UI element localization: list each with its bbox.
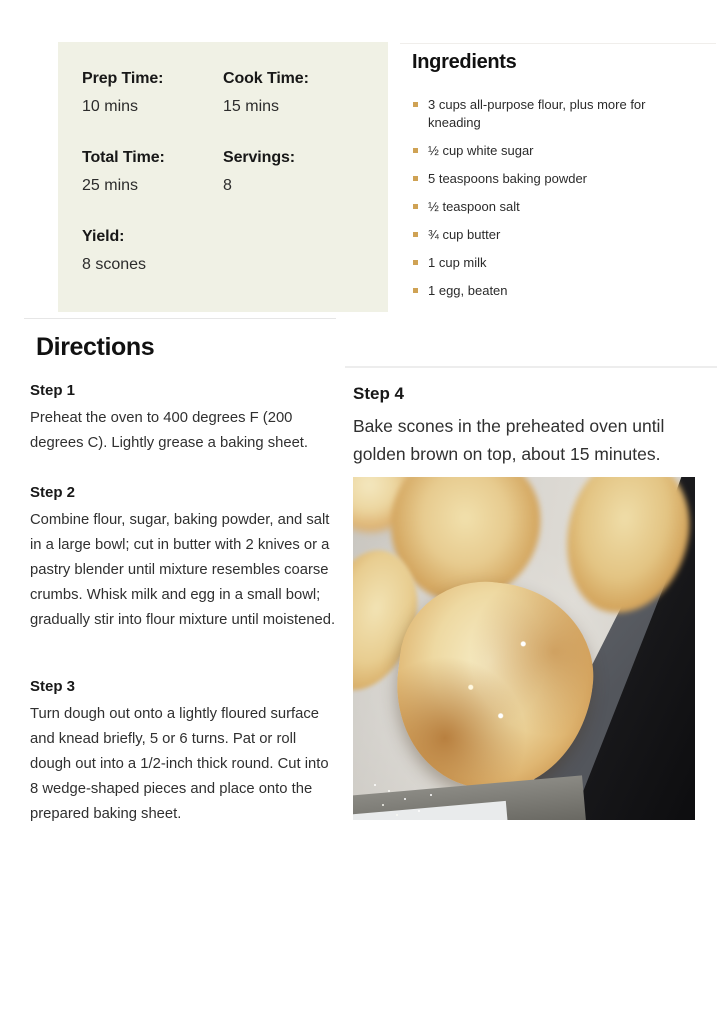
- bullet-icon: [413, 288, 418, 293]
- meta-label: Cook Time:: [223, 70, 309, 87]
- ingredient-item: [412, 142, 678, 160]
- step4-top-divider: [345, 366, 717, 368]
- step-label: Step 4: [353, 384, 405, 403]
- ingredients-list: [412, 96, 712, 300]
- ingredient-text: ½ cup white sugar: [428, 143, 534, 158]
- direction-step-2: [30, 483, 336, 633]
- ingredients-section: [412, 50, 712, 310]
- bullet-icon: [413, 148, 418, 153]
- ingredient-text: ¾ cup butter: [428, 227, 501, 242]
- directions-title: Directions: [36, 333, 155, 361]
- meta-label: Total Time:: [82, 149, 165, 166]
- recipe-meta-grid: [82, 69, 364, 275]
- ingredient-text: 3 cups all-purpose flour, plus more for kneading: [428, 97, 646, 130]
- meta-servings: [223, 148, 364, 196]
- ingredient-text: 1 cup milk: [428, 255, 487, 270]
- meta-yield: [82, 227, 223, 275]
- step-label: Step 2: [30, 484, 76, 501]
- ingredient-text: ½ teaspoon salt: [428, 199, 520, 214]
- ingredient-item: [412, 282, 678, 300]
- step-text: Turn dough out onto a lightly floured surface and knead briefly, 5 or 6 turns. Pat or roll dough out into a 1/2-inch thick round. Cut into 8 wedge-shaped pieces and place onto the prepared baking sheet.: [30, 706, 329, 822]
- meta-value: 15 mins: [223, 98, 280, 115]
- meta-prep-time: [82, 69, 223, 117]
- direction-step-1: [30, 381, 336, 456]
- direction-step-4: [353, 383, 717, 468]
- ingredient-item: [412, 96, 678, 132]
- ingredient-item: [412, 254, 678, 272]
- ingredients-title: Ingredients: [412, 51, 517, 73]
- step-text: Bake scones in the preheated oven until golden brown on top, about 15 minutes.: [353, 416, 665, 464]
- bullet-icon: [413, 176, 418, 181]
- meta-value: 8 scones: [82, 256, 147, 273]
- meta-label: Prep Time:: [82, 70, 164, 87]
- step-text: Combine flour, sugar, baking powder, and salt in a large bowl; cut in butter with 2 knives or a pastry blender until mixture resembles coarse crumbs. Whisk milk and egg in a small bowl; gradually stir into flour mixture until moistened.: [30, 512, 336, 628]
- meta-value: 8: [223, 177, 232, 194]
- meta-value: 10 mins: [82, 98, 139, 115]
- step-label: Step 3: [30, 678, 76, 695]
- meta-value: 25 mins: [82, 177, 139, 194]
- bullet-icon: [413, 102, 418, 107]
- ingredient-item: [412, 170, 678, 188]
- ingredients-top-divider: [400, 43, 716, 44]
- scones-photo: [353, 477, 695, 820]
- meta-label: Servings:: [223, 149, 296, 166]
- ingredient-item: [412, 198, 678, 216]
- ingredient-text: 5 teaspoons baking powder: [428, 171, 588, 186]
- meta-total-time: [82, 148, 223, 196]
- bullet-icon: [413, 204, 418, 209]
- recipe-meta-box: [58, 42, 388, 312]
- ingredient-item: [412, 226, 678, 244]
- bullet-icon: [413, 232, 418, 237]
- ingredient-text: 1 egg, beaten: [428, 283, 508, 298]
- step-text: Preheat the oven to 400 degrees F (200 degrees C). Lightly grease a baking sheet.: [30, 410, 309, 451]
- meta-cook-time: [223, 69, 364, 117]
- sugar-speckles: [374, 784, 376, 786]
- bullet-icon: [413, 260, 418, 265]
- meta-label: Yield:: [82, 228, 125, 245]
- step-label: Step 1: [30, 382, 76, 399]
- directions-top-divider: [24, 318, 336, 319]
- direction-step-3: [30, 677, 336, 827]
